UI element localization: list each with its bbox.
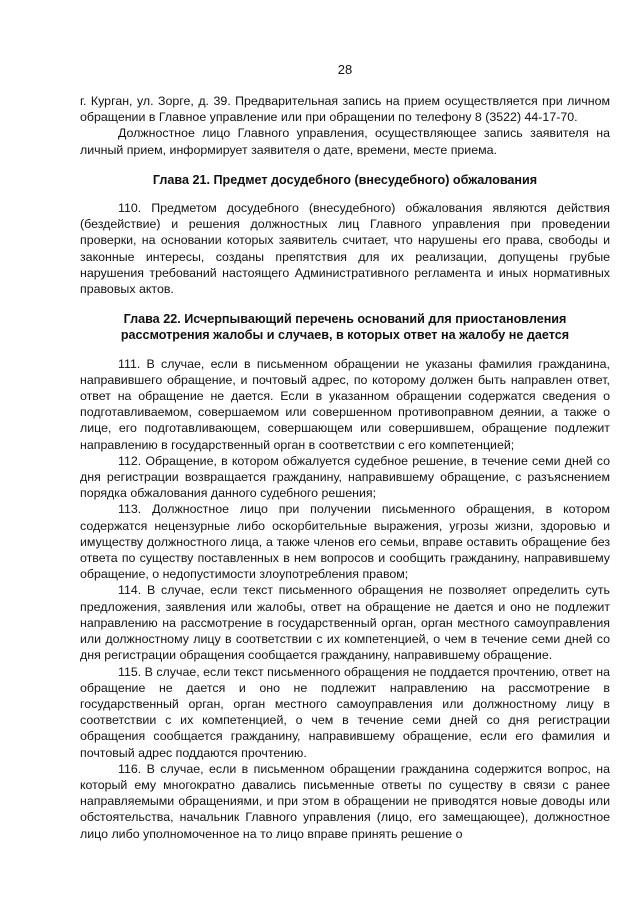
chapter-22-heading-line-1: Глава 22. Исчерпывающий перечень оснований для приостановления [123,312,567,327]
paragraph-116: 116. В случае, если в письменном обращении гражданина содержится вопрос, на который ему многократно давались письменные ответы по существу в связи с ранее направляемыми обращениями, и при этом в обращении не приводятся новые доводы или обстоятельства, начальник Главного управления (лицо, его замещающее), должностное лицо либо уполномоченное на то лицо вправе принять решение о [80,761,610,841]
chapter-22-heading [80,311,610,343]
paragraph-112: 112. Обращение, в котором обжалуется судебное решение, в течение семи дней со дня регистрации возвращается гражданину, направившему обращение, с разъяснением порядка обжалования данного судебного решения; [80,453,610,501]
page-number: 28 [337,62,353,77]
paragraph-intro-official: Должностное лицо Главного управления, осуществляющее запись заявителя на личный прием, информирует заявителя о дате, времени, месте приема. [80,126,610,157]
paragraph-114: 114. В случае, если текст письменного обращения не позволяет определить суть предложения, заявления или жалобы, ответ на обращение не дается и оно не подлежит направлению на рассмотрение в государственный орган, орган местного самоуправления или должностному лицу в соответствии с их компетенцией, о чем в течение семи дней со дня регистрации обращения сообщается гражданину, направившему обращение. [80,583,610,663]
paragraph-115: 115. В случае, если текст письменного обращения не поддается прочтению, ответ на обращение не дается и оно не подлежит направлению на рассмотрение в государственный орган, орган местного самоуправления или должностному лицу в соответствии с их компетенцией, о чем в течение семи дней со дня регистрации обращения сообщается гражданину, направившему обращение, если его фамилия и почтовый адрес поддаются прочтению. [80,664,610,760]
chapter-21-heading-text: Глава 21. Предмет досудебного (внесудебного) обжалования [152,172,538,187]
paragraph-113: 113. Должностное лицо при получении письменного обращения, в котором содержатся нецензурные либо оскорбительные выражения, угрозы жизни, здоровью и имуществу должностного лица, а также членов его семьи, вправе оставить обращение без ответа по существу поставленных в нем вопросов и сообщить гражданину, направившему обращение, о недопустимости злоупотребления правом; [80,502,610,582]
chapter-21-heading [80,172,610,188]
chapter-22-heading-line-2: рассмотрения жалобы и случаев, в которых ответ на жалобу не дается [120,328,570,343]
paragraph-111: 111. В случае, если в письменном обращении не указаны фамилия гражданина, направившего обращение, и почтовый адрес, по которому должен быть направлен ответ, ответ на обращение не дается. Если в указанном обращении содержатся сведения о подготавливаемом, совершаемом или совершенном противоправном деянии, а также о лице, его подготавливающем, совершающем или совершившем, обращение подлежит направлению в государственный орган в соответствии с его компетенцией; [80,356,610,452]
paragraph-110: 110. Предметом досудебного (внесудебного) обжалования являются действия (бездействие) и решения должностных лиц Главного управления при проведении проверки, на основании которых заявитель считает, что нарушены его права, свободы и законные интересы, созданы препятствия для их реализации, допущены грубые нарушения требований настоящего Административного регламента и иных нормативных правовых актов. [80,201,610,297]
paragraph-intro-address: г. Курган, ул. Зорге, д. 39. Предварительная запись на прием осуществляется при личном обращении в Главное управление или при обращении по телефону 8 (3522) 44-17-70. [80,94,610,125]
